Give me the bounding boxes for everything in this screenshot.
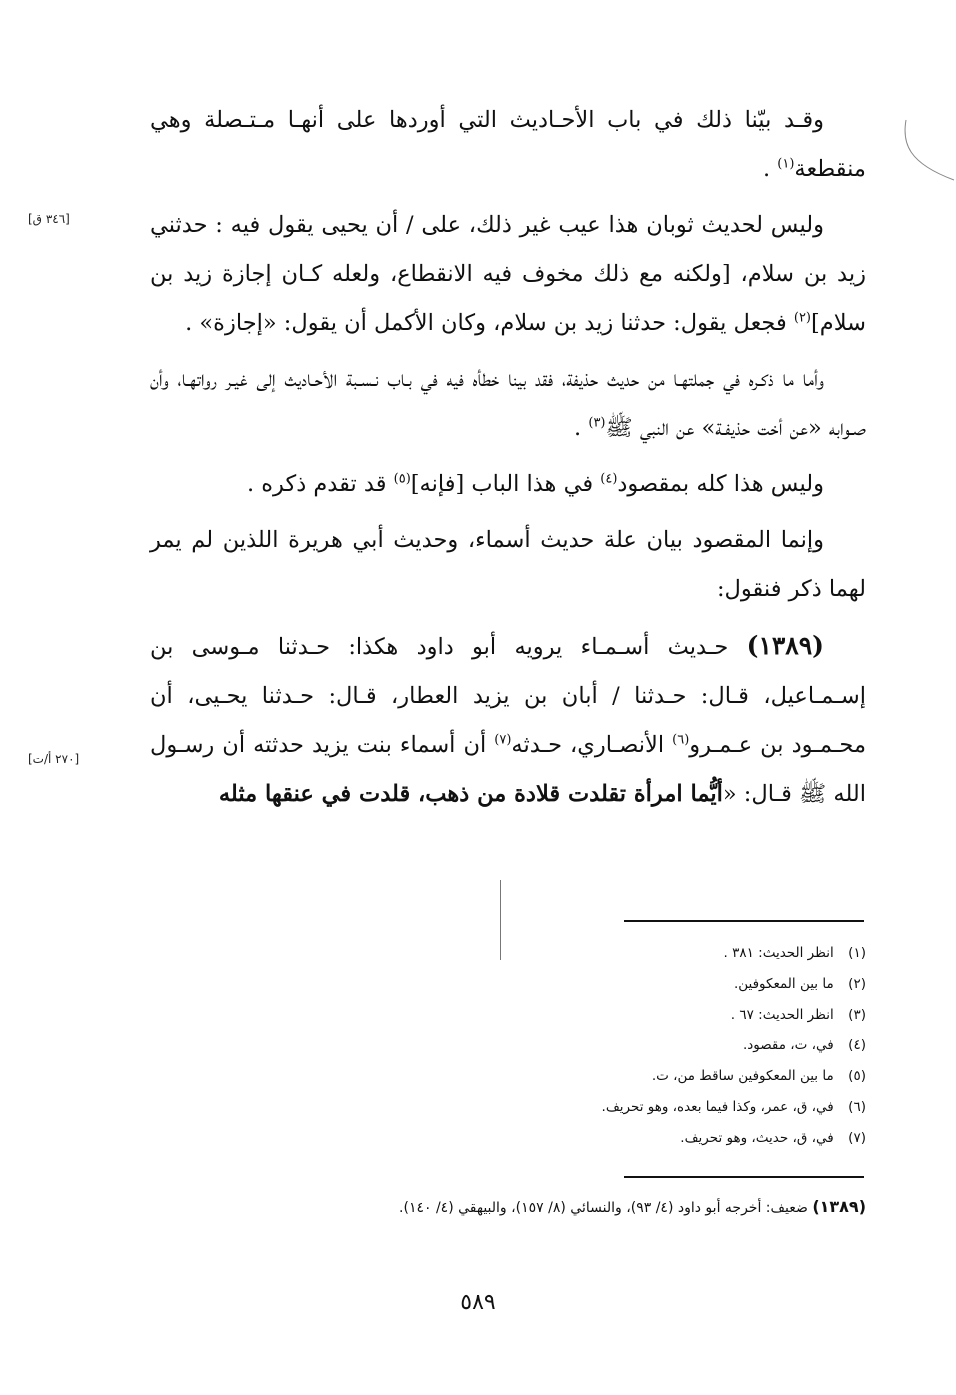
footnote-text: في، ت، مقصود. — [742, 1037, 834, 1054]
footnote-text: ما بين المعكوفين. — [733, 975, 834, 992]
footnote-item — [150, 969, 866, 1000]
footnote-item — [150, 1000, 866, 1031]
footnote-text: في، ق، حديث، وهو تحريف. — [680, 1129, 834, 1146]
footnote-number: (٦) — [848, 1098, 866, 1115]
footnote-marker: (٤) — [600, 471, 618, 487]
takhrij-separator — [624, 1176, 864, 1178]
paragraph-p6 — [150, 621, 866, 819]
footnote-item — [150, 1061, 866, 1092]
footnote-marker: (١) — [777, 156, 795, 172]
footnote-marker: (٦) — [672, 732, 690, 748]
footnote-text: انظر الحديث: ٦٧ . — [730, 1006, 834, 1023]
text-segment: حـديث أسـمـاء يرويه أبو داود هكذا: حـدثنا مـوسى بن إسـمـاعيل، قـال: حـدثنا / أبان بن يزيد العطار، قـال: حـدثنا يحـيى، أن محـمـود بن عـمـرو — [150, 634, 867, 758]
footnote-number: (١) — [848, 945, 866, 961]
footnote-marker: (٢) — [793, 310, 811, 326]
footnote-text: في، ق، عمر، وكذا فيما بعده، وهو تحريف. — [601, 1098, 834, 1115]
footnote-text: ما بين المعكوفين ساقط من، ت. — [651, 1068, 834, 1085]
text-segment: الأنصـاري، حـدثه — [511, 732, 673, 758]
footnote-item — [150, 938, 866, 969]
text-segment: في هذا الباب [فإنه] — [410, 471, 601, 497]
hadith-matn-bold: أيُّما امرأة تقلدت قلادة من ذهب، قلدت في عنقها مثله — [218, 781, 723, 807]
footnote-separator — [624, 920, 864, 922]
margin-note-manuscript-at: [٢٧٠ أ/ت] — [28, 752, 80, 766]
paragraph-p5 — [150, 516, 866, 614]
footnote-number: (٢) — [848, 975, 866, 992]
text-segment: . — [762, 156, 778, 182]
takhrij-text: ضعيف: أخرجه أبو داود (٤/ ٩٣)، والنسائي (٨/ ١٥٧)، والبيهقي (٤/ ١٤٠). — [399, 1200, 813, 1216]
footnote-item — [150, 1030, 866, 1061]
text-segment: أن أسماء بنت يزيد حدثته أن رسـول الله ﷺ قـال: « — [150, 732, 866, 807]
page-number: ٥٨٩ — [460, 1290, 496, 1315]
paragraph-p3 — [150, 355, 866, 453]
paragraph-p4 — [150, 460, 866, 509]
text-segment: وليس هذا كله بمقصود — [617, 471, 824, 497]
margin-note-manuscript-q: [٣٤٦ ق] — [28, 212, 70, 226]
footnotes-list — [150, 938, 866, 1154]
footnote-number: (٤) — [848, 1037, 866, 1054]
text-segment: وقـد بيّنا ذلك في باب الأحـاديث التي أوردها على أنهـا مـتـصلة وهي منقطعة — [150, 107, 866, 182]
text-segment: . — [574, 415, 589, 441]
hadith-number: (١٣٨٩) — [746, 631, 824, 660]
footnote-marker: (٧) — [494, 732, 512, 748]
takhrij-note — [150, 1192, 866, 1223]
footnote-number: (٣) — [848, 1006, 866, 1023]
paragraph-p1 — [150, 96, 866, 194]
text-segment: وإنما المقصود بيان علة حديث أسماء، وحديث أبي هريرة اللذين لم يمر لهما ذكر فنقول: — [150, 527, 866, 602]
text-segment: قد تقدم ذكره . — [246, 471, 394, 497]
footnote-marker: (٥) — [393, 471, 411, 487]
footnote-number: (٧) — [848, 1129, 866, 1146]
text-segment: وليس لحديث ثوبان هذا عيب غير ذلك، على / أن يحيى يقول فيه : حدثني زيد بن سلام، [ولكنه مع ذلك مخوف فيه الانقطاع، ولعله كـان إجازة زيد بن سلام] — [150, 212, 866, 336]
footnote-item — [150, 1092, 866, 1123]
paragraph-p2 — [150, 201, 866, 348]
text-segment: وأما ما ذكـره في جملتهـا من حديث حذيفة، فقد بينا خطأه فيه في بـاب نـسـبة الأحـاديث إلى غيـر رواتهـا، وأن صـوابه «عن أخت حذيفـة» عن النبي ﷺ — [150, 366, 866, 441]
footnote-number: (٥) — [848, 1068, 866, 1085]
scan-edge-mark — [898, 118, 956, 188]
footnote-marker: (٣) — [588, 415, 606, 431]
main-text — [150, 96, 866, 826]
footnote-item — [150, 1123, 866, 1154]
footnote-text: انظر الحديث: ٣٨١ . — [723, 945, 834, 961]
text-segment: فجعل يقول: حدثنا زيد بن سلام، وكان الأكمل أن يقول: «إجازة» . — [185, 310, 794, 336]
takhrij-number: (١٣٨٩) — [812, 1197, 866, 1216]
